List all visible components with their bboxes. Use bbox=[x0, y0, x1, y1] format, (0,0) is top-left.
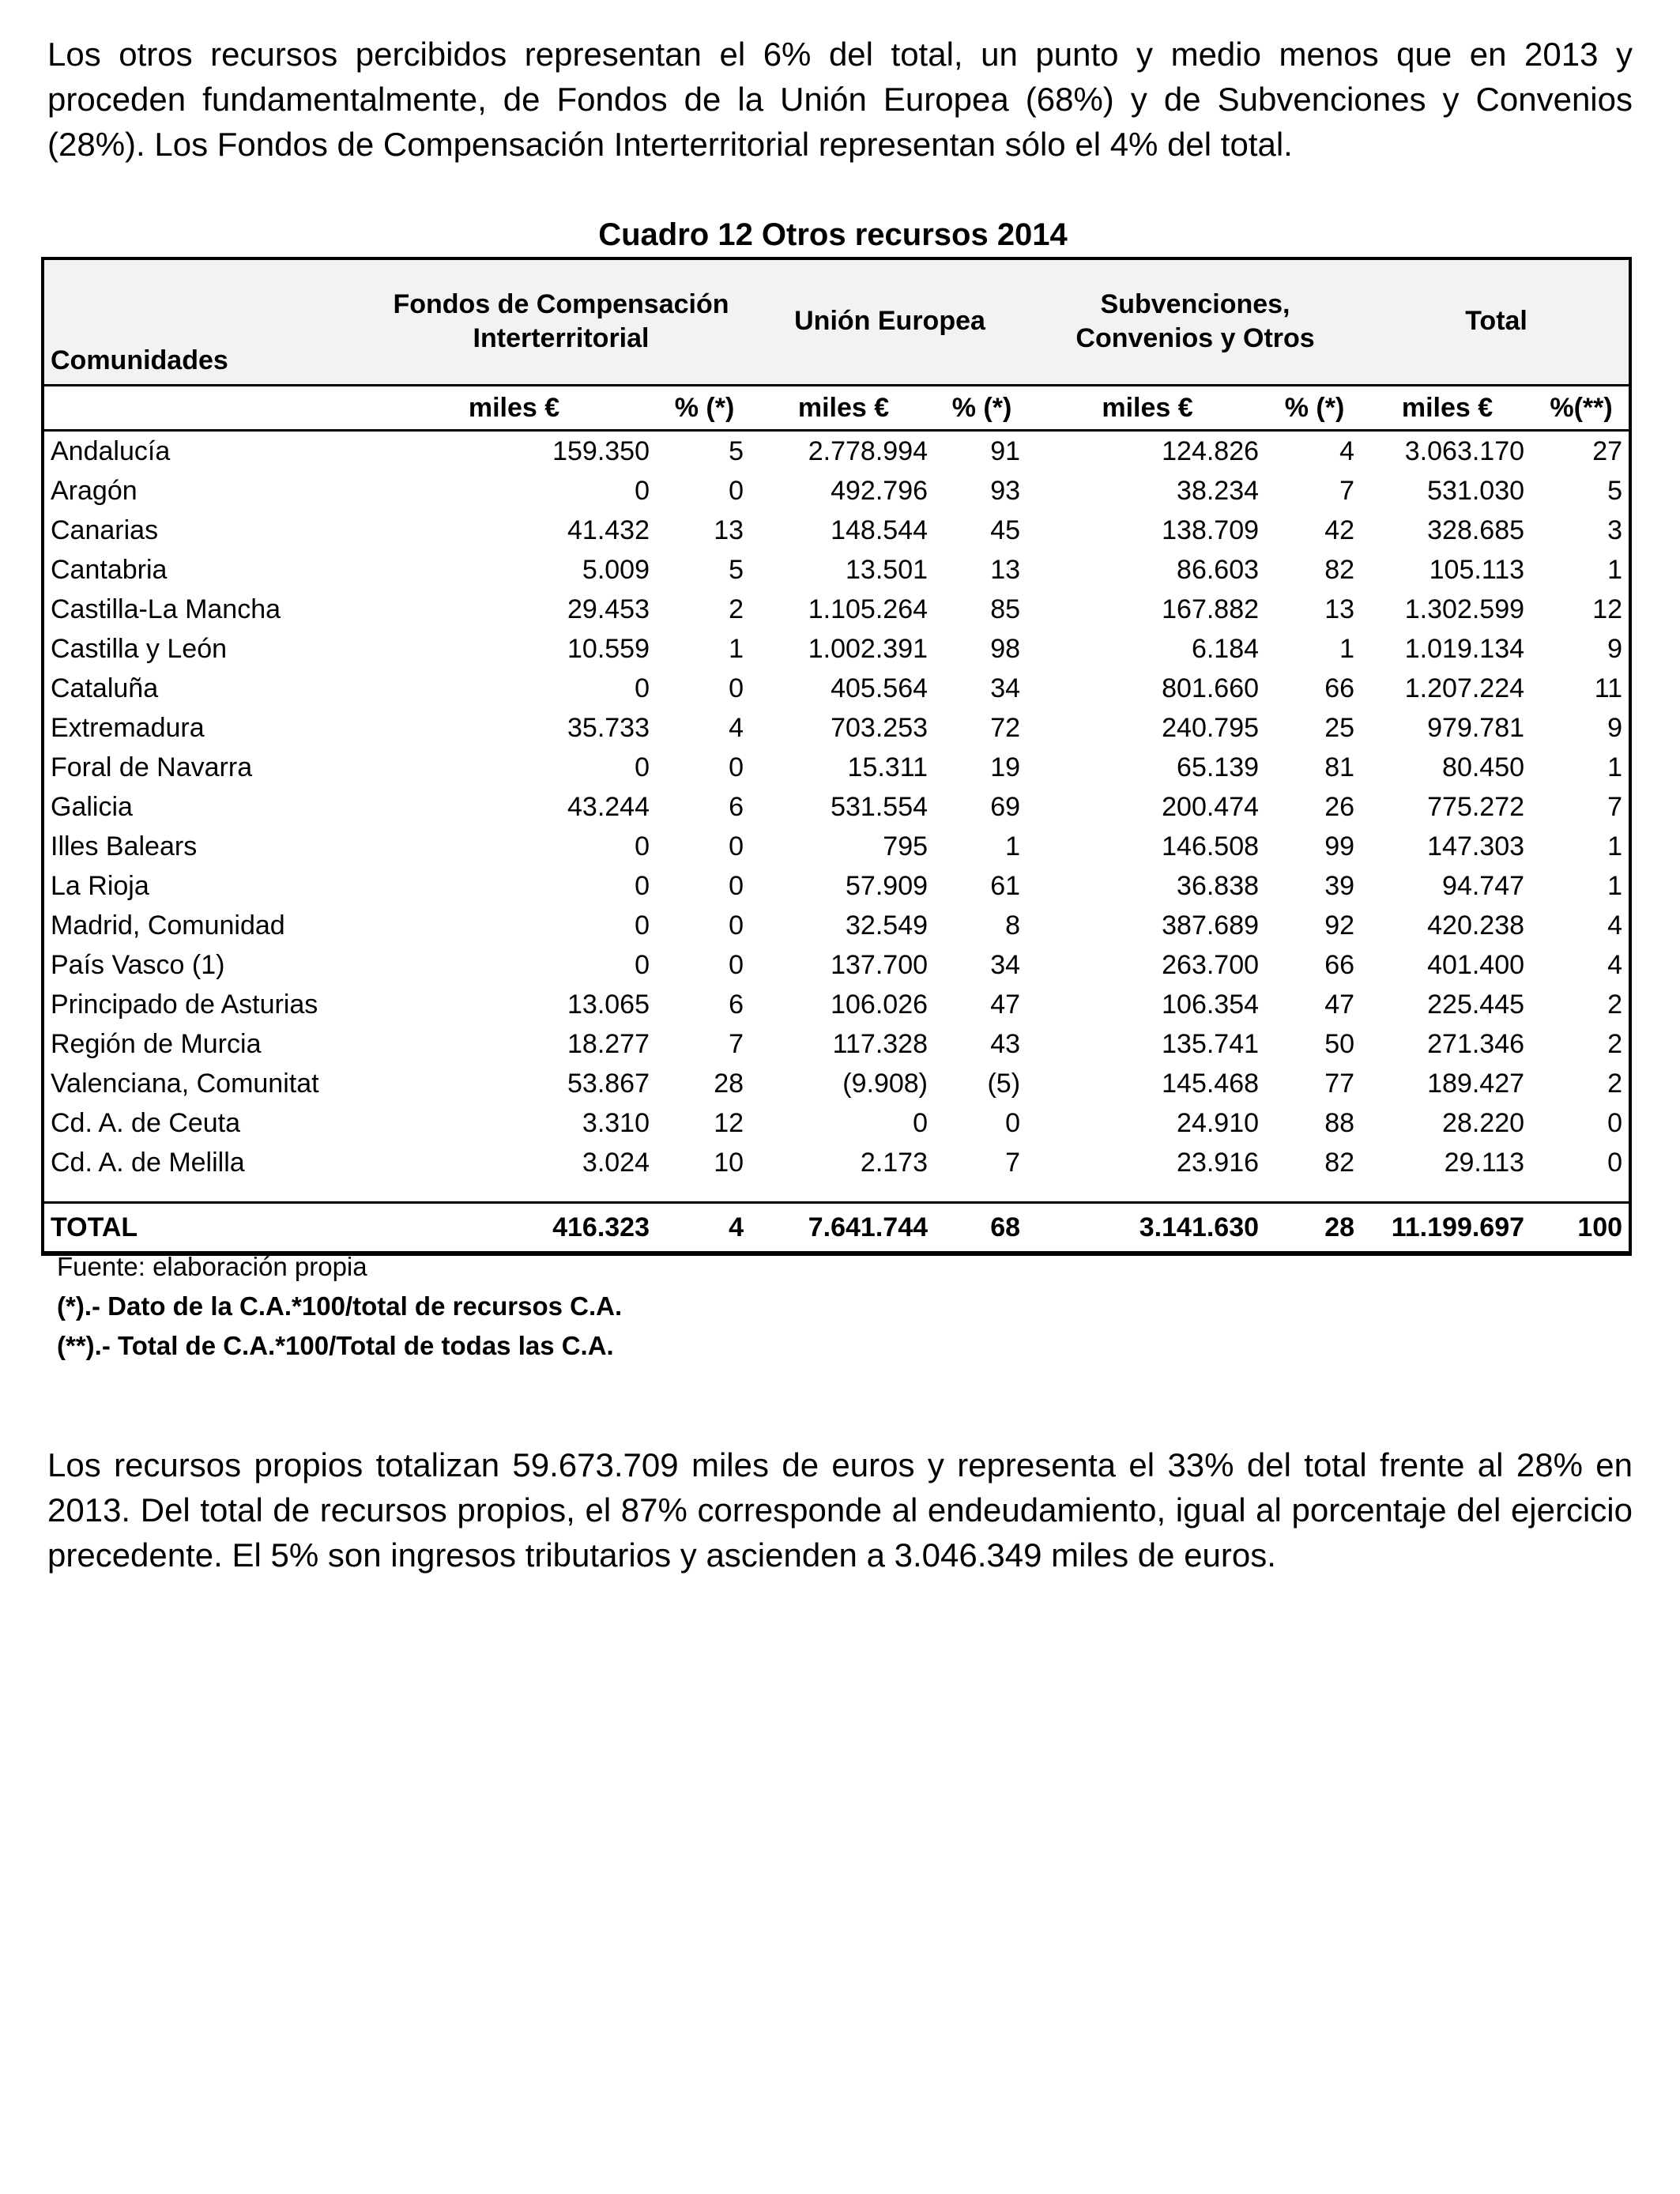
table-notes bbox=[57, 1247, 622, 1366]
cell-ue-pct: 34 bbox=[990, 673, 1021, 703]
cell-total-pct: 12 bbox=[1592, 594, 1623, 624]
cell-ue-miles: 2.173 bbox=[860, 1148, 929, 1178]
total-cell-fci-pct: 4 bbox=[657, 1203, 751, 1253]
cell-subv-pct: 47 bbox=[1324, 990, 1355, 1020]
cell-fci-miles: 0 bbox=[635, 950, 650, 980]
cell-comunidad: Extremadura bbox=[51, 713, 205, 743]
table-row bbox=[43, 906, 1630, 945]
cell-ue-miles: 117.328 bbox=[832, 1029, 929, 1059]
cell-ue-miles: 1.002.391 bbox=[808, 634, 929, 664]
total-cell-ue-miles: 7.641.744 bbox=[751, 1203, 936, 1253]
header-subvenciones: Subvenciones, Convenios y Otros bbox=[1028, 258, 1362, 386]
header-fci: Fondos de Compensación Interterritorial bbox=[371, 258, 751, 386]
spacer-cell bbox=[43, 1182, 1630, 1203]
table-row bbox=[43, 827, 1630, 866]
cell-total-miles: 979.781 bbox=[1427, 713, 1525, 743]
cell-ue-miles: 2.778.994 bbox=[808, 436, 929, 466]
cell-subv-pct: 42 bbox=[1324, 515, 1355, 545]
recursos-propios-paragraph: Los recursos propios totalizan 59.673.709 miles de euros y representa el 33% del total frente al 28% en 2013. Del total de recursos propios, el 87% corresponde al endeudamiento, igual al porcentaje del ejercicio precedente. El 5% son ingresos tributarios y ascienden a 3.046.349 miles de euros. bbox=[47, 1446, 1633, 1574]
table-row bbox=[43, 945, 1630, 985]
cell-ue-miles: 795 bbox=[883, 831, 929, 861]
cell-fci-miles: 3.310 bbox=[582, 1108, 650, 1138]
cell-fci-pct: 5 bbox=[729, 436, 744, 466]
unit-header: miles € bbox=[371, 386, 657, 431]
cell-fci-miles: 35.733 bbox=[567, 713, 650, 743]
cell-total-miles: 94.747 bbox=[1442, 871, 1525, 901]
cell-total-miles: 775.272 bbox=[1427, 792, 1525, 822]
table-group-header-row bbox=[43, 258, 1630, 386]
table-row bbox=[43, 787, 1630, 827]
cell-subv-pct: 99 bbox=[1324, 831, 1355, 861]
cell-ue-pct: 1 bbox=[1005, 831, 1021, 861]
table-row bbox=[43, 431, 1630, 472]
cell-comunidad: Galicia bbox=[51, 792, 133, 822]
cell-fci-pct: 10 bbox=[714, 1148, 744, 1178]
cell-ue-pct: 45 bbox=[990, 515, 1021, 545]
cell-comunidad: Principado de Asturias bbox=[51, 990, 318, 1020]
cell-fci-miles: 41.432 bbox=[567, 515, 650, 545]
cell-subv-pct: 7 bbox=[1339, 476, 1355, 506]
cell-total-miles: 401.400 bbox=[1427, 950, 1525, 980]
table-title: Cuadro 12 Otros recursos 2014 bbox=[598, 217, 1068, 252]
cell-ue-miles: 137.700 bbox=[831, 950, 929, 980]
cell-ue-pct: 98 bbox=[990, 634, 1021, 664]
cell-total-miles: 80.450 bbox=[1442, 752, 1525, 782]
table-row bbox=[43, 629, 1630, 669]
cell-subv-pct: 82 bbox=[1324, 1148, 1355, 1178]
table-row bbox=[43, 985, 1630, 1024]
cell-fci-pct: 0 bbox=[729, 831, 744, 861]
table-unit-header-row bbox=[43, 386, 1630, 431]
source-note: Fuente: elaboración propia bbox=[57, 1252, 367, 1281]
cell-fci-miles: 0 bbox=[635, 673, 650, 703]
unit-header: % (*) bbox=[936, 386, 1028, 431]
cell-fci-pct: 0 bbox=[729, 752, 744, 782]
unit-header: miles € bbox=[1028, 386, 1267, 431]
cell-fci-pct: 6 bbox=[729, 990, 744, 1020]
cell-ue-pct: 13 bbox=[990, 555, 1021, 585]
table-row bbox=[43, 708, 1630, 748]
cell-subv-miles: 263.700 bbox=[1162, 950, 1260, 980]
cell-subv-pct: 81 bbox=[1324, 752, 1355, 782]
cell-total-pct: 2 bbox=[1607, 1069, 1623, 1099]
cell-ue-pct: 0 bbox=[1005, 1108, 1021, 1138]
header-comunidades: Comunidades bbox=[43, 258, 371, 386]
cell-fci-pct: 5 bbox=[729, 555, 744, 585]
cell-total-pct: 1 bbox=[1607, 871, 1623, 901]
cell-subv-pct: 26 bbox=[1324, 792, 1355, 822]
cell-fci-pct: 13 bbox=[714, 515, 744, 545]
cell-comunidad: Cataluña bbox=[51, 673, 159, 703]
cell-fci-pct: 0 bbox=[729, 673, 744, 703]
table-body bbox=[43, 431, 1630, 1253]
table-row bbox=[43, 511, 1630, 550]
cell-ue-miles: 703.253 bbox=[831, 713, 929, 743]
cell-total-miles: 29.113 bbox=[1444, 1148, 1525, 1178]
cell-comunidad: Foral de Navarra bbox=[51, 752, 253, 782]
cell-total-miles: 147.303 bbox=[1427, 831, 1525, 861]
cell-total-pct: 4 bbox=[1607, 950, 1623, 980]
cell-subv-miles: 23.916 bbox=[1177, 1148, 1260, 1178]
cell-fci-pct: 0 bbox=[729, 871, 744, 901]
cell-subv-pct: 66 bbox=[1324, 950, 1355, 980]
cell-ue-miles: 492.796 bbox=[831, 476, 929, 506]
cell-total-pct: 4 bbox=[1607, 910, 1623, 941]
cell-ue-miles: 1.105.264 bbox=[808, 594, 929, 624]
cell-subv-pct: 1 bbox=[1339, 634, 1355, 664]
cell-fci-pct: 2 bbox=[729, 594, 744, 624]
cell-total-pct: 1 bbox=[1607, 831, 1623, 861]
footnote-1: (*).- Dato de la C.A.*100/total de recursos C.A. bbox=[57, 1291, 623, 1321]
unit-header-empty bbox=[43, 386, 371, 431]
cell-fci-miles: 3.024 bbox=[582, 1148, 650, 1178]
cell-subv-miles: 146.508 bbox=[1162, 831, 1260, 861]
cell-subv-miles: 387.689 bbox=[1162, 910, 1260, 941]
total-cell-total-miles: 11.199.697 bbox=[1362, 1203, 1532, 1253]
cell-subv-pct: 13 bbox=[1324, 594, 1355, 624]
cell-subv-miles: 6.184 bbox=[1191, 634, 1260, 664]
cell-fci-miles: 5.009 bbox=[582, 555, 650, 585]
table-row bbox=[43, 1103, 1630, 1143]
cell-comunidad: Cd. A. de Melilla bbox=[51, 1148, 245, 1178]
cell-subv-pct: 39 bbox=[1324, 871, 1355, 901]
cell-fci-miles: 53.867 bbox=[567, 1069, 650, 1099]
header-ue: Unión Europea bbox=[751, 258, 1028, 386]
cell-ue-miles: 13.501 bbox=[846, 555, 929, 585]
cell-total-miles: 28.220 bbox=[1442, 1108, 1525, 1138]
cell-total-pct: 9 bbox=[1607, 713, 1623, 743]
unit-header: miles € bbox=[1362, 386, 1532, 431]
cell-total-miles: 189.427 bbox=[1427, 1069, 1525, 1099]
total-cell-fci-miles: 416.323 bbox=[371, 1203, 657, 1253]
cell-total-pct: 2 bbox=[1607, 990, 1623, 1020]
cell-fci-miles: 29.453 bbox=[567, 594, 650, 624]
cell-fci-miles: 0 bbox=[635, 831, 650, 861]
header-total: Total bbox=[1362, 258, 1630, 386]
cell-total-miles: 1.302.599 bbox=[1404, 594, 1525, 624]
cell-total-pct: 7 bbox=[1607, 792, 1623, 822]
cell-comunidad: Illes Balears bbox=[51, 831, 198, 861]
table-row bbox=[43, 748, 1630, 787]
table-row bbox=[43, 550, 1630, 590]
cell-fci-pct: 1 bbox=[729, 634, 744, 664]
total-cell-subv-pct: 28 bbox=[1267, 1203, 1362, 1253]
table-row bbox=[43, 471, 1630, 511]
cell-fci-miles: 0 bbox=[635, 752, 650, 782]
cell-ue-miles: 32.549 bbox=[846, 910, 929, 941]
cell-subv-miles: 65.139 bbox=[1177, 752, 1260, 782]
footnote-2: (**).- Total de C.A.*100/Total de todas las C.A. bbox=[57, 1331, 614, 1360]
cell-ue-pct: 43 bbox=[990, 1029, 1021, 1059]
cell-fci-pct: 12 bbox=[714, 1108, 744, 1138]
total-cell-total-pct: 100 bbox=[1532, 1203, 1630, 1253]
cell-total-pct: 5 bbox=[1607, 476, 1623, 506]
cell-comunidad: Castilla y León bbox=[51, 634, 228, 664]
cell-subv-miles: 36.838 bbox=[1177, 871, 1260, 901]
cell-total-miles: 105.113 bbox=[1429, 555, 1525, 585]
unit-header: % (*) bbox=[1267, 386, 1362, 431]
cell-comunidad: Cantabria bbox=[51, 555, 168, 585]
total-cell-subv-miles: 3.141.630 bbox=[1028, 1203, 1267, 1253]
cell-fci-pct: 4 bbox=[729, 713, 744, 743]
cell-ue-miles: 106.026 bbox=[831, 990, 929, 1020]
cell-ue-miles: 148.544 bbox=[831, 515, 929, 545]
cell-fci-pct: 7 bbox=[729, 1029, 744, 1059]
cell-subv-pct: 50 bbox=[1324, 1029, 1355, 1059]
cell-ue-pct: 34 bbox=[990, 950, 1021, 980]
cell-comunidad: Andalucía bbox=[51, 436, 171, 466]
cell-subv-miles: 240.795 bbox=[1162, 713, 1260, 743]
cell-ue-miles: (9.908) bbox=[842, 1069, 929, 1099]
cell-ue-pct: 7 bbox=[1005, 1148, 1021, 1178]
table-total-row bbox=[43, 1203, 1630, 1253]
cell-total-pct: 1 bbox=[1607, 555, 1623, 585]
cell-total-pct: 1 bbox=[1607, 752, 1623, 782]
cell-fci-miles: 0 bbox=[635, 871, 650, 901]
cell-ue-pct: 47 bbox=[990, 990, 1021, 1020]
cell-subv-pct: 66 bbox=[1324, 673, 1355, 703]
table-row bbox=[43, 669, 1630, 708]
cell-fci-pct: 28 bbox=[714, 1069, 744, 1099]
cell-subv-pct: 82 bbox=[1324, 555, 1355, 585]
cell-subv-miles: 124.826 bbox=[1162, 436, 1260, 466]
cell-comunidad: Valenciana, Comunitat bbox=[51, 1069, 319, 1099]
cell-total-miles: 225.445 bbox=[1427, 990, 1525, 1020]
unit-header: % (*) bbox=[657, 386, 751, 431]
cell-total-miles: 328.685 bbox=[1427, 515, 1525, 545]
cell-subv-miles: 135.741 bbox=[1162, 1029, 1260, 1059]
cell-comunidad: Aragón bbox=[51, 476, 137, 506]
cell-fci-miles: 0 bbox=[635, 476, 650, 506]
cell-fci-miles: 10.559 bbox=[567, 634, 650, 664]
cell-comunidad: País Vasco (1) bbox=[51, 950, 225, 980]
cell-fci-pct: 0 bbox=[729, 950, 744, 980]
cell-subv-pct: 92 bbox=[1324, 910, 1355, 941]
cell-ue-miles: 15.311 bbox=[847, 752, 929, 782]
cell-total-miles: 1.207.224 bbox=[1404, 673, 1525, 703]
cell-ue-pct: 91 bbox=[990, 436, 1021, 466]
cell-total-miles: 420.238 bbox=[1427, 910, 1525, 941]
intro-paragraph: Los otros recursos percibidos representan el 6% del total, un punto y medio menos que en 2013 y proceden fundamentalmente, de Fondos de la Unión Europea (68%) y de Subvenciones y Convenios (28%). Los Fondos de Compensación Interterritorial representan sólo el 4% del total. bbox=[47, 36, 1633, 163]
cell-ue-pct: 8 bbox=[1005, 910, 1021, 941]
cell-fci-miles: 159.350 bbox=[552, 436, 650, 466]
cell-subv-miles: 24.910 bbox=[1177, 1108, 1260, 1138]
cell-subv-pct: 88 bbox=[1324, 1108, 1355, 1138]
table-row bbox=[43, 866, 1630, 906]
cell-comunidad: Madrid, Comunidad bbox=[51, 910, 285, 941]
cell-subv-pct: 77 bbox=[1324, 1069, 1355, 1099]
cell-ue-miles: 0 bbox=[913, 1108, 929, 1138]
table-row bbox=[43, 1143, 1630, 1182]
cell-ue-miles: 57.909 bbox=[846, 871, 929, 901]
cell-subv-miles: 145.468 bbox=[1162, 1069, 1260, 1099]
cell-subv-miles: 38.234 bbox=[1177, 476, 1260, 506]
cell-ue-miles: 405.564 bbox=[831, 673, 929, 703]
cell-ue-pct: 19 bbox=[990, 752, 1021, 782]
cell-total-pct: 2 bbox=[1607, 1029, 1623, 1059]
cell-fci-miles: 43.244 bbox=[567, 792, 650, 822]
cell-ue-pct: 61 bbox=[990, 871, 1021, 901]
cell-ue-pct: 72 bbox=[990, 713, 1021, 743]
cell-fci-miles: 0 bbox=[635, 910, 650, 941]
cell-subv-miles: 801.660 bbox=[1162, 673, 1260, 703]
cell-ue-pct: 69 bbox=[990, 792, 1021, 822]
cell-subv-miles: 200.474 bbox=[1162, 792, 1260, 822]
cell-ue-pct: 93 bbox=[990, 476, 1021, 506]
total-cell-comunidad: TOTAL bbox=[43, 1203, 371, 1253]
cell-subv-miles: 86.603 bbox=[1177, 555, 1260, 585]
table-row bbox=[43, 1064, 1630, 1103]
total-cell-ue-pct: 68 bbox=[936, 1203, 1028, 1253]
cell-total-miles: 271.346 bbox=[1427, 1029, 1525, 1059]
cell-subv-miles: 106.354 bbox=[1162, 990, 1260, 1020]
cell-comunidad: Canarias bbox=[51, 515, 159, 545]
cell-total-pct: 11 bbox=[1594, 673, 1623, 703]
cell-total-pct: 9 bbox=[1607, 634, 1623, 664]
cell-comunidad: Castilla-La Mancha bbox=[51, 594, 281, 624]
cell-subv-miles: 167.882 bbox=[1162, 594, 1260, 624]
cell-ue-pct: (5) bbox=[987, 1069, 1021, 1099]
cell-subv-miles: 138.709 bbox=[1162, 515, 1260, 545]
cell-ue-pct: 85 bbox=[990, 594, 1021, 624]
otros-recursos-table bbox=[43, 258, 1630, 1254]
cell-fci-miles: 13.065 bbox=[567, 990, 650, 1020]
unit-header: %(**) bbox=[1532, 386, 1630, 431]
cell-total-miles: 3.063.170 bbox=[1404, 436, 1525, 466]
cell-subv-pct: 25 bbox=[1324, 713, 1355, 743]
cell-comunidad: La Rioja bbox=[51, 871, 149, 901]
table-row bbox=[43, 1024, 1630, 1064]
cell-fci-pct: 0 bbox=[729, 476, 744, 506]
cell-fci-pct: 0 bbox=[729, 910, 744, 941]
cell-subv-pct: 4 bbox=[1339, 436, 1355, 466]
cell-fci-pct: 6 bbox=[729, 792, 744, 822]
cell-comunidad: Región de Murcia bbox=[51, 1029, 262, 1059]
cell-ue-miles: 531.554 bbox=[831, 792, 929, 822]
cell-comunidad: Cd. A. de Ceuta bbox=[51, 1108, 241, 1138]
cell-total-miles: 1.019.134 bbox=[1404, 634, 1525, 664]
cell-total-miles: 531.030 bbox=[1427, 476, 1525, 506]
cell-total-pct: 3 bbox=[1607, 515, 1623, 545]
cell-total-pct: 27 bbox=[1592, 436, 1623, 466]
table-spacer-row bbox=[43, 1182, 1630, 1203]
cell-total-pct: 0 bbox=[1607, 1148, 1623, 1178]
cell-total-pct: 0 bbox=[1607, 1108, 1623, 1138]
unit-header: miles € bbox=[751, 386, 936, 431]
table-row bbox=[43, 590, 1630, 629]
cell-fci-miles: 18.277 bbox=[567, 1029, 650, 1059]
